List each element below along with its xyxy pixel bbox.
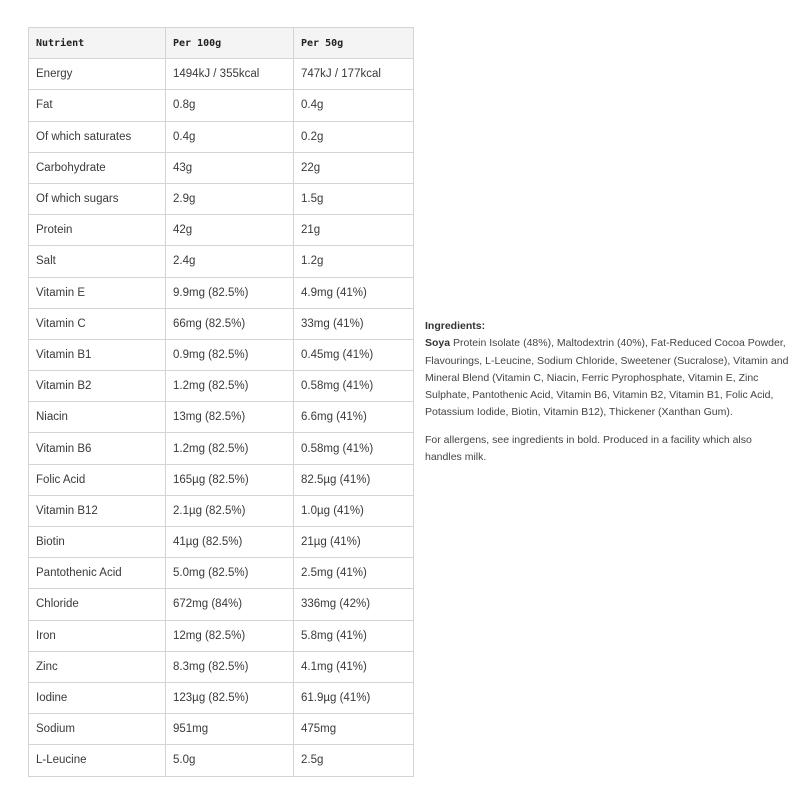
per-100g-cell: 9.9mg (82.5%) [166,277,294,308]
per-50g-cell: 61.9µg (41%) [294,682,414,713]
nutrient-name-cell: L-Leucine [29,745,166,776]
ingredients-block [425,318,790,466]
per-100g-cell: 42g [166,215,294,246]
table-row [29,620,414,651]
nutrient-name-cell: Biotin [29,527,166,558]
table-row [29,495,414,526]
per-100g-cell: 2.9g [166,183,294,214]
table-row [29,589,414,620]
per-50g-cell: 1.0µg (41%) [294,495,414,526]
per-100g-cell: 41µg (82.5%) [166,527,294,558]
per-50g-cell: 2.5mg (41%) [294,558,414,589]
per-50g-cell: 2.5g [294,745,414,776]
nutrient-name-cell: Folic Acid [29,464,166,495]
nutrient-name-cell: Pantothenic Acid [29,558,166,589]
nutrient-name-cell: Chloride [29,589,166,620]
allergen-note: For allergens, see ingredients in bold. Produced in a facility which also handles milk. [425,433,752,464]
nutrient-name-cell: Of which saturates [29,121,166,152]
per-50g-cell: 0.58mg (41%) [294,371,414,402]
per-100g-cell: 1494kJ / 355kcal [166,59,294,90]
per-50g-cell: 21g [294,215,414,246]
per-50g-cell: 747kJ / 177kcal [294,59,414,90]
per-50g-cell: 1.5g [294,183,414,214]
per-100g-cell: 66mg (82.5%) [166,308,294,339]
per-50g-cell: 5.8mg (41%) [294,620,414,651]
per-100g-cell: 2.4g [166,246,294,277]
table-row [29,308,414,339]
table-row [29,90,414,121]
per-50g-cell: 4.1mg (41%) [294,651,414,682]
column-header-per-100g: Per 100g [166,28,294,59]
per-50g-cell: 4.9mg (41%) [294,277,414,308]
nutrient-name-cell: Vitamin B6 [29,433,166,464]
table-row [29,246,414,277]
table-row [29,433,414,464]
table-row [29,527,414,558]
nutrient-name-cell: Zinc [29,651,166,682]
per-100g-cell: 123µg (82.5%) [166,682,294,713]
nutrient-name-cell: Iron [29,620,166,651]
per-100g-cell: 0.9mg (82.5%) [166,339,294,370]
nutrient-name-cell: Vitamin B12 [29,495,166,526]
table-row [29,277,414,308]
per-100g-cell: 43g [166,152,294,183]
table-row [29,651,414,682]
table-row [29,682,414,713]
per-50g-cell: 475mg [294,714,414,745]
nutrient-name-cell: Niacin [29,402,166,433]
nutrient-name-cell: Of which sugars [29,183,166,214]
nutrient-name-cell: Salt [29,246,166,277]
table-row [29,402,414,433]
per-100g-cell: 8.3mg (82.5%) [166,651,294,682]
per-50g-cell: 1.2g [294,246,414,277]
nutrition-table-body [29,59,414,776]
per-100g-cell: 13mg (82.5%) [166,402,294,433]
table-row [29,183,414,214]
per-100g-cell: 2.1µg (82.5%) [166,495,294,526]
per-100g-cell: 1.2mg (82.5%) [166,433,294,464]
per-50g-cell: 6.6mg (41%) [294,402,414,433]
ingredients-list [425,335,790,421]
per-50g-cell: 21µg (41%) [294,527,414,558]
per-50g-cell: 22g [294,152,414,183]
per-50g-cell: 82.5µg (41%) [294,464,414,495]
table-row [29,152,414,183]
per-100g-cell: 12mg (82.5%) [166,620,294,651]
column-header-per-50g: Per 50g [294,28,414,59]
per-100g-cell: 672mg (84%) [166,589,294,620]
per-100g-cell: 1.2mg (82.5%) [166,371,294,402]
ingredients-text: Protein Isolate (48%), Maltodextrin (40%), Fat-Reduced Cocoa Powder, Flavourings, L-Leucine, Sodium Chloride, Sweetener (Sucralose), Vitamin and Mineral Blend (Vitamin C, Niacin, Ferric Pyrophosphate, Vitamin E, Zinc Sulphate, Pantothenic Acid, Vitamin B6, Vitamin B2, Vitamin B1, Folic Acid, Potassium Iodide, Biotin, Vitamin B12), Thickener (Xanthan Gum). [425,337,789,419]
per-50g-cell: 0.4g [294,90,414,121]
nutrient-name-cell: Sodium [29,714,166,745]
nutrient-name-cell: Vitamin B1 [29,339,166,370]
table-row [29,59,414,90]
per-50g-cell: 0.45mg (41%) [294,339,414,370]
table-row [29,371,414,402]
per-50g-cell: 0.58mg (41%) [294,433,414,464]
table-header-row [29,28,414,59]
per-100g-cell: 165µg (82.5%) [166,464,294,495]
table-row [29,558,414,589]
table-row [29,215,414,246]
nutrient-name-cell: Vitamin C [29,308,166,339]
table-row [29,121,414,152]
table-row [29,745,414,776]
per-100g-cell: 0.4g [166,121,294,152]
per-50g-cell: 0.2g [294,121,414,152]
per-100g-cell: 0.8g [166,90,294,121]
nutrient-name-cell: Protein [29,215,166,246]
nutrient-name-cell: Energy [29,59,166,90]
nutrient-name-cell: Vitamin E [29,277,166,308]
per-100g-cell: 5.0mg (82.5%) [166,558,294,589]
nutrition-table [28,27,414,777]
per-100g-cell: 951mg [166,714,294,745]
nutrient-name-cell: Vitamin B2 [29,371,166,402]
nutrient-name-cell: Carbohydrate [29,152,166,183]
nutrient-name-cell: Iodine [29,682,166,713]
ingredients-heading: Ingredients: [425,320,486,332]
table-row [29,464,414,495]
allergen-highlight: Soya [425,337,451,350]
per-50g-cell: 336mg (42%) [294,589,414,620]
table-row [29,339,414,370]
column-header-nutrient: Nutrient [29,28,166,59]
per-100g-cell: 5.0g [166,745,294,776]
per-50g-cell: 33mg (41%) [294,308,414,339]
table-row [29,714,414,745]
nutrient-name-cell: Fat [29,90,166,121]
